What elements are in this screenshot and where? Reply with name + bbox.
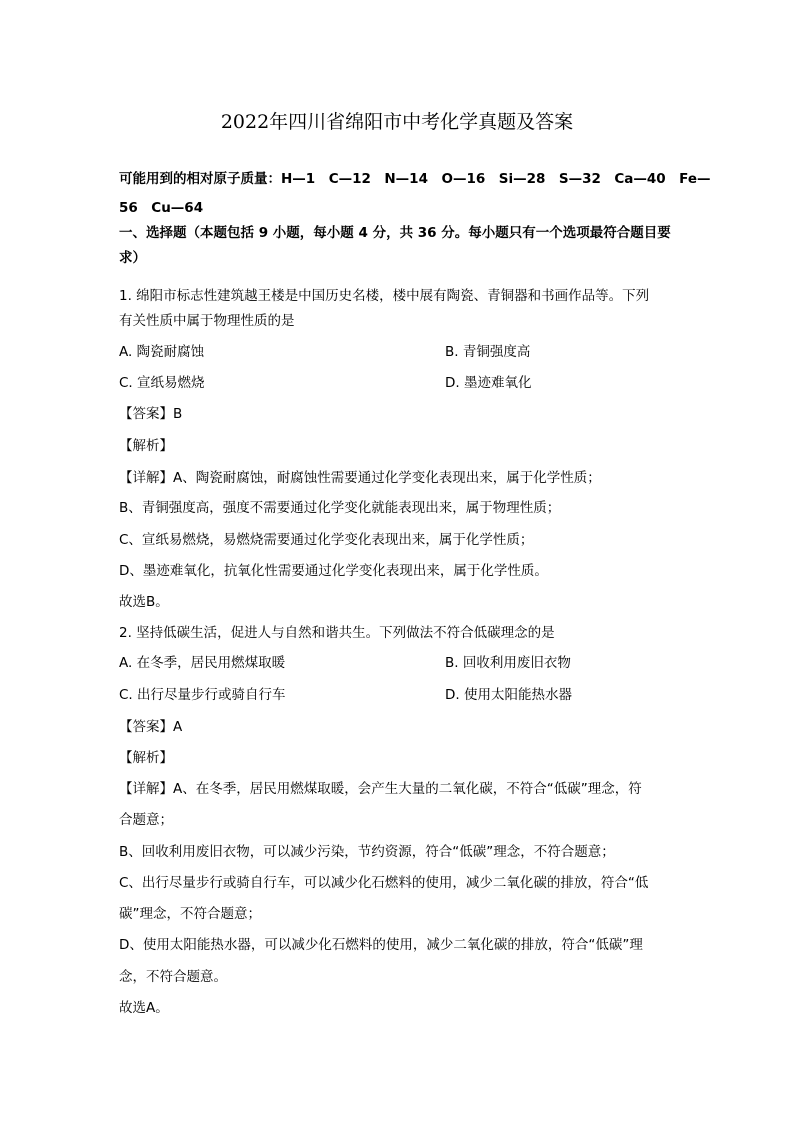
q2-option-c: C. 出行尽量步行或骑自行车 (119, 687, 286, 703)
q2-detail: B、回收利用废旧衣物，可以减少污染，节约资源，符合“低碳”理念，不符合题意； (119, 844, 615, 860)
q2-detail: 碳”理念，不符合题意； (119, 906, 261, 922)
page-title: 2022年四川省绵阳市中考化学真题及答案 (220, 111, 574, 133)
q2-option-a: A. 在冬季，居民用燃煤取暖 (119, 655, 286, 671)
atomic-mass-line: 56 Cu—64 (119, 200, 204, 216)
section-heading: 一、选择题（本题包括 9 小题，每小题 4 分，共 36 分。每小题只有一个选项最符合题目要 (119, 225, 671, 241)
question-1-stem: 1. 绵阳市标志性建筑越王楼是中国历史名楼，楼中展有陶瓷、青铜器和书画作品等。下列 (119, 288, 650, 304)
q2-detail: C、出行尽量步行或骑自行车，可以减少化石燃料的使用，减少二氧化碳的排放，符合“低 (119, 875, 649, 891)
q1-option-d: D. 墨迹难氧化 (445, 375, 532, 391)
q1-detail: D、墨迹难氧化，抗氧化性需要通过化学变化表现出来，属于化学性质。 (119, 563, 548, 579)
q2-option-b: B. 回收利用废旧衣物 (445, 655, 571, 671)
q2-detail: 念，不符合题意。 (119, 969, 227, 985)
question-2-stem: 2. 坚持低碳生活，促进人与自然和谐共生。下列做法不符合低碳理念的是 (119, 625, 555, 641)
atomic-mass-line: 可能用到的相对原子质量：H—1 C—12 N—14 O—16 Si—28 S—32 Ca—40 Fe— (119, 171, 711, 187)
q1-detail: 【详解】A、陶瓷耐腐蚀，耐腐蚀性需要通过化学变化表现出来，属于化学性质； (119, 470, 601, 486)
q1-detail: C、宣纸易燃烧，易燃烧需要通过化学变化表现出来，属于化学性质； (119, 532, 534, 548)
q1-option-a: A. 陶瓷耐腐蚀 (119, 344, 205, 360)
q2-detail: D、使用太阳能热水器，可以减少化石燃料的使用，减少二氧化碳的排放，符合“低碳”理 (119, 937, 643, 953)
q1-conclusion: 故选B。 (119, 594, 169, 610)
q1-option-b: B. 青铜强度高 (445, 344, 531, 360)
q2-answer: 【答案】A (119, 719, 183, 735)
section-heading: 求） (119, 250, 146, 266)
q2-conclusion: 故选A。 (119, 1000, 169, 1016)
q2-detail: 【详解】A、在冬季，居民用燃煤取暖，会产生大量的二氧化碳，不符合“低碳”理念，符 (119, 781, 642, 797)
q2-detail: 合题意； (119, 812, 173, 828)
q1-detail: B、青铜强度高，强度不需要通过化学变化就能表现出来，属于物理性质； (119, 500, 561, 516)
q2-option-d: D. 使用太阳能热水器 (445, 687, 572, 703)
q2-analysis-label: 【解析】 (119, 750, 173, 766)
q1-analysis-label: 【解析】 (119, 438, 173, 454)
question-1-stem: 有关性质中属于物理性质的是 (119, 313, 295, 329)
q1-option-c: C. 宣纸易燃烧 (119, 375, 205, 391)
q1-answer: 【答案】B (119, 406, 183, 422)
